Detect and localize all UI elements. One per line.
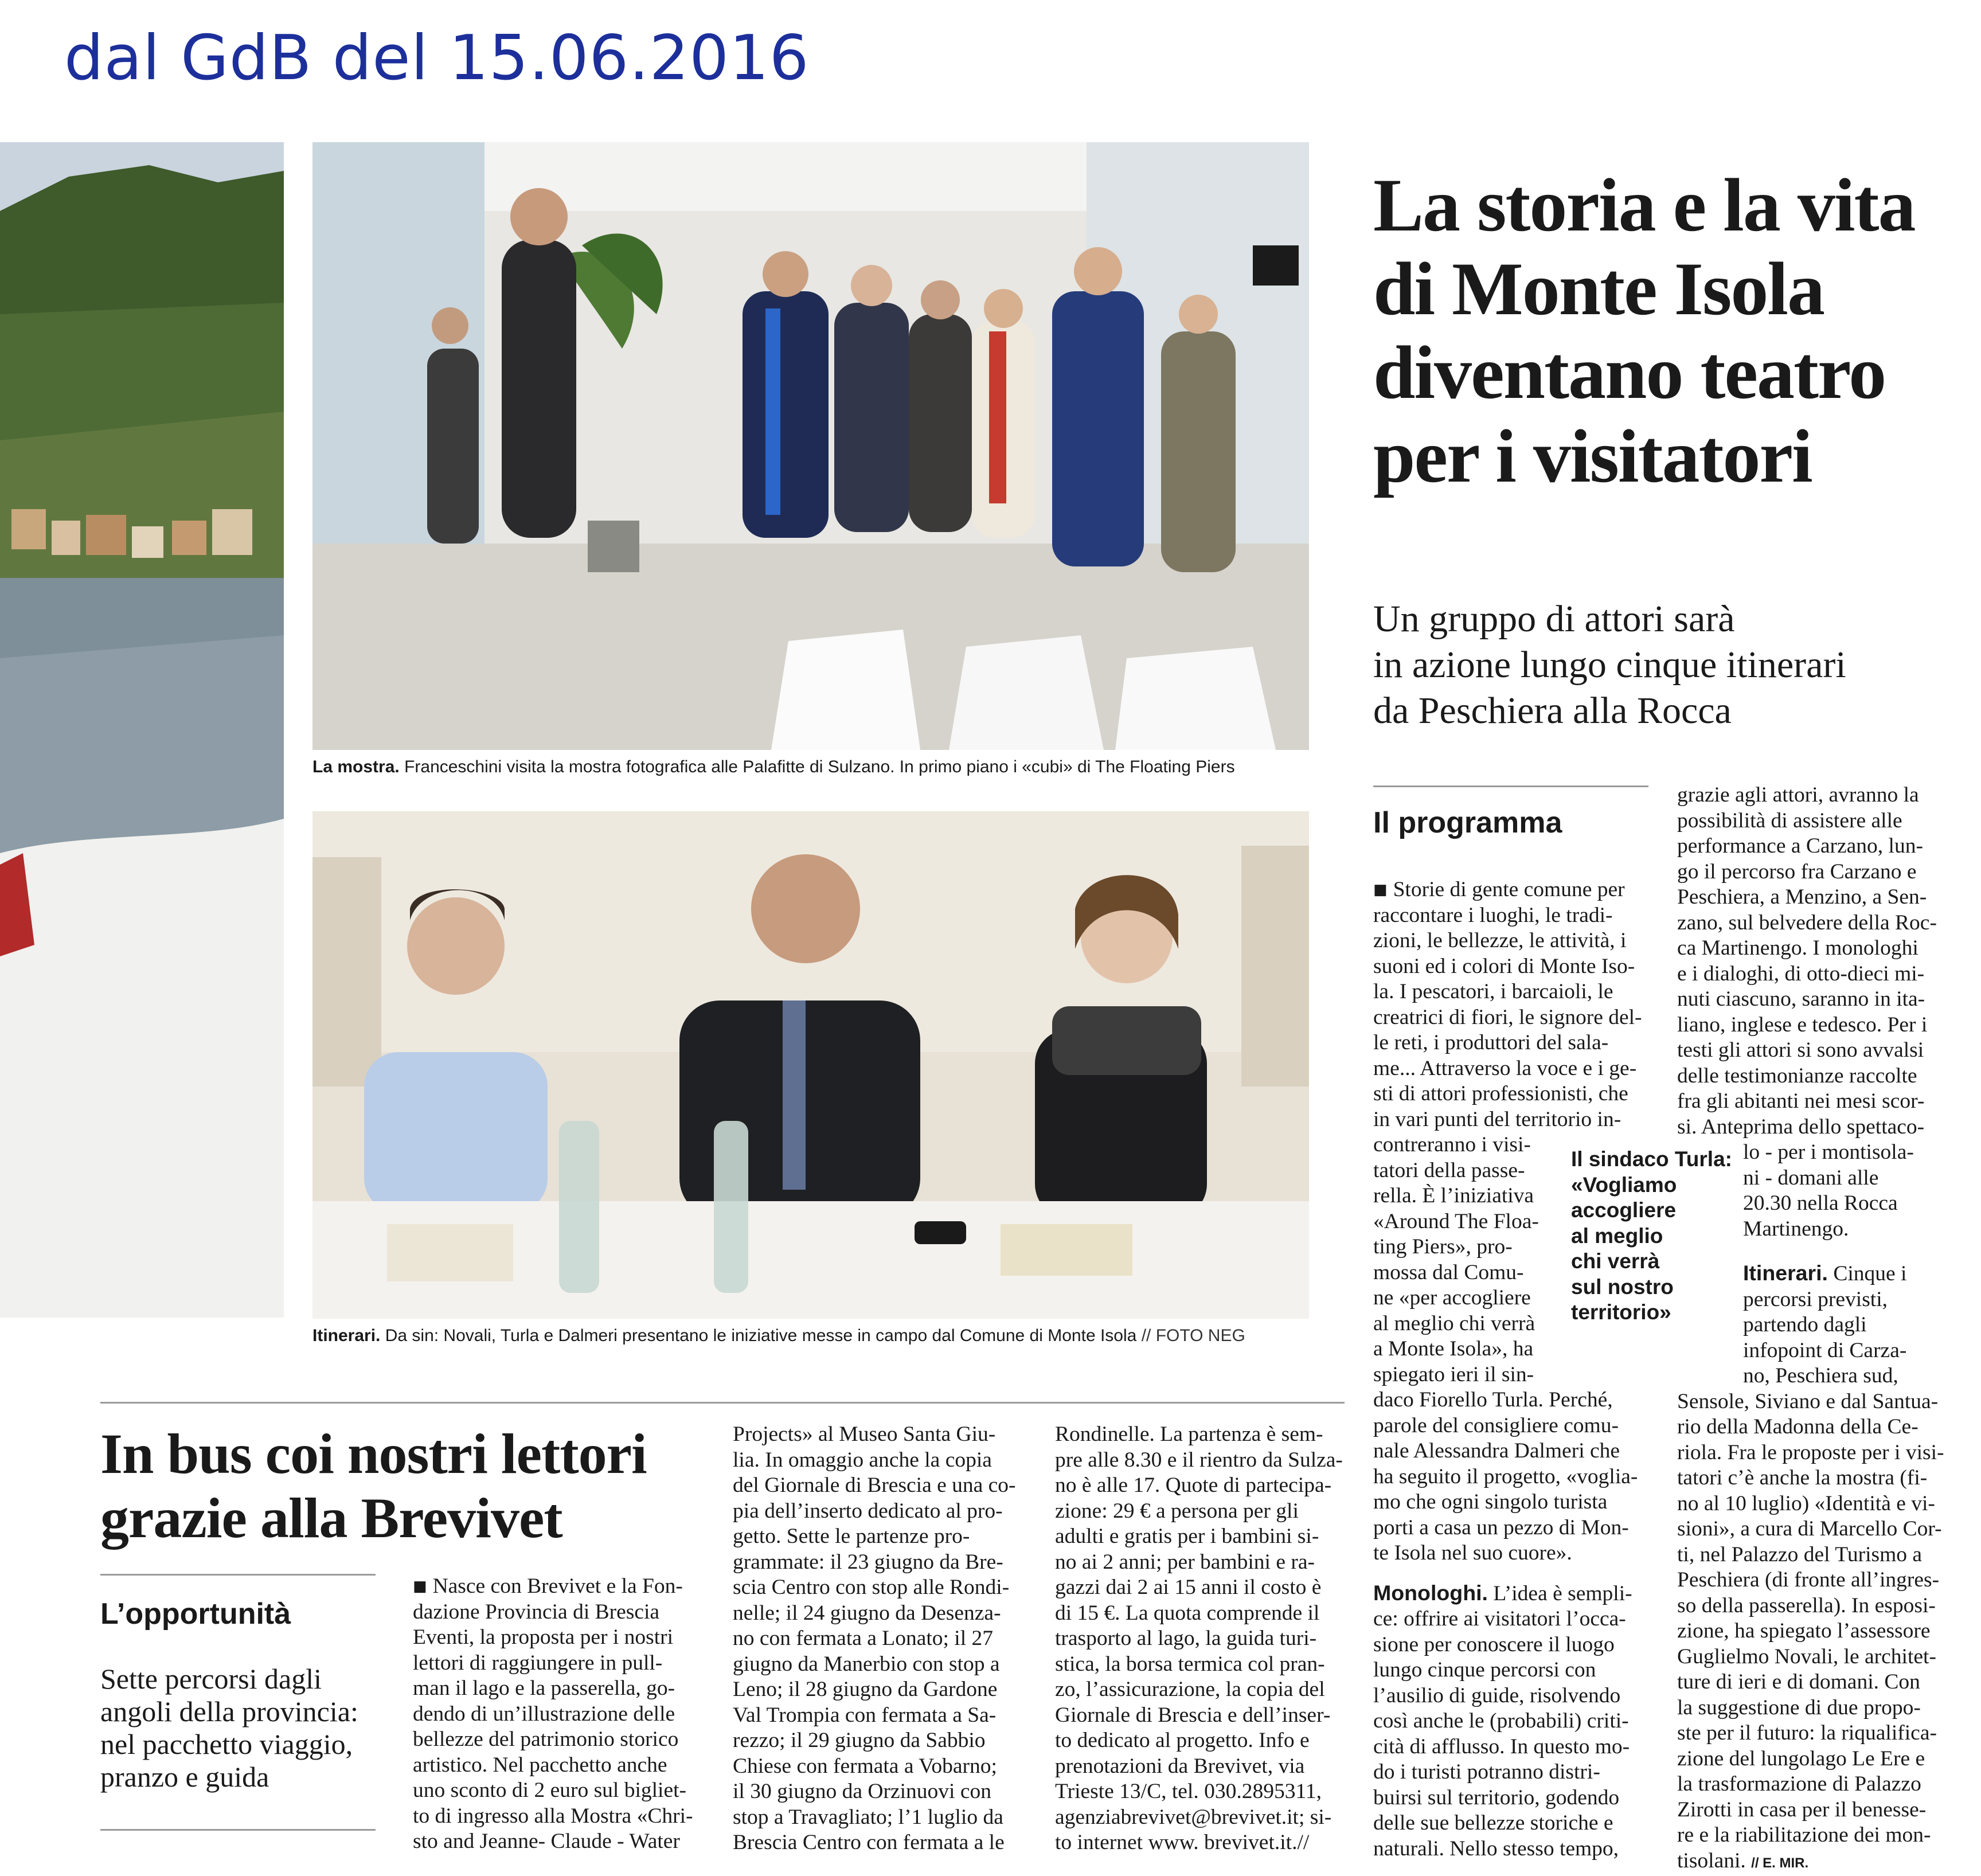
text-line: nale Alessandra Dalmeri che xyxy=(1373,1439,1647,1464)
text-line: no al 10 luglio) «Identità e vi- xyxy=(1677,1491,1959,1517)
text-line: Projects» al Museo Santa Giu- xyxy=(733,1422,1025,1448)
secondary-article-col1 xyxy=(413,1574,698,1855)
text-line: naturali. Nello stesso tempo, xyxy=(1373,1836,1647,1862)
text-line: delle sue bellezze storiche e xyxy=(1373,1811,1647,1836)
text-line: no ai 2 anni; per bambini e ra- xyxy=(1055,1550,1345,1576)
text-line: creatrici di fiori, le signore del- xyxy=(1373,1005,1647,1031)
secondary-bottom-rule xyxy=(100,1829,376,1831)
text-line: Zirotti in casa per il benesse- xyxy=(1677,1797,1959,1823)
text-line: so della passerella). In esposi- xyxy=(1677,1593,1959,1619)
text-line: il 30 giugno da Orzinuovi con xyxy=(733,1779,1025,1805)
main-headline-line: La storia e la vita xyxy=(1373,163,1970,247)
text-line: te Isola nel suo cuore». xyxy=(1373,1541,1647,1566)
text-line: nelle; il 24 giugno da Desenza- xyxy=(733,1601,1025,1627)
text-line: suoni ed i colori di Monte Iso- xyxy=(1373,954,1647,980)
text-line: artistico. Nel pacchetto anche xyxy=(413,1753,698,1779)
text-line: testi gli attori si sono avvalsi xyxy=(1677,1038,1959,1064)
text-line: prenotazioni da Brevivet, via xyxy=(1055,1754,1345,1780)
text-line: ture di ieri e di domani. Con xyxy=(1677,1670,1959,1695)
text-line: le reti, i produttori del sala- xyxy=(1373,1030,1647,1056)
secondary-subtitle xyxy=(100,1663,376,1793)
text-line: zione del lungolago Le Ere e xyxy=(1677,1746,1959,1772)
main-headline-line: di Monte Isola xyxy=(1373,247,1970,331)
text-line: cità di afflusso. In questo mo- xyxy=(1373,1734,1647,1760)
text-line: ni - domani alle xyxy=(1677,1166,1959,1191)
secondary-headline-line: In bus coi nostri lettori xyxy=(100,1422,731,1486)
text-line: porti a casa un pezzo di Mon- xyxy=(1373,1515,1647,1541)
text-line: delle testimonianze raccolte xyxy=(1677,1064,1959,1089)
bullet-icon: ■ xyxy=(413,1578,427,1595)
text-line: grammate: il 23 giugno da Bre- xyxy=(733,1550,1025,1576)
text-line: stica, la borsa termica col pran- xyxy=(1055,1652,1345,1678)
top-photo-caption-text: Franceschini visita la mostra fotografica alle Palafitte di Sulzano. In primo piano i «cubi» di The Floating Piers xyxy=(404,757,1235,776)
photo-credit: // FOTO NEG xyxy=(1142,1326,1245,1345)
text-line: rella. È l’iniziativa xyxy=(1373,1183,1647,1209)
text-line: Peschiera, a Menzino, a Sen- xyxy=(1677,885,1959,910)
text-line: ■ Nasce con Brevivet e la Fon- xyxy=(413,1574,698,1600)
text-line: fra gli abitanti nei mesi scor- xyxy=(1677,1089,1959,1115)
text-line: spiegato ieri il sin- xyxy=(1373,1362,1647,1388)
text-line: possibilità di assistere alle xyxy=(1677,808,1959,834)
text-line: grazie agli attori, avranno la xyxy=(1677,783,1959,808)
pull-quote-line: territorio» xyxy=(1571,1300,1743,1326)
text-line: lia. In omaggio anche la copia xyxy=(733,1448,1025,1474)
text-line: trasporto al lago, la guida turi- xyxy=(1055,1626,1345,1652)
opportunita-rule xyxy=(100,1574,376,1576)
text-line: nuti ciascuno, saranno in ita- xyxy=(1677,987,1959,1013)
text-line: Sensole, Siviano e dal Santua- xyxy=(1677,1389,1959,1415)
pull-quote-line: «Vogliamo xyxy=(1571,1172,1743,1198)
top-photo-caption xyxy=(312,757,1235,777)
text-line: riola. Fra le proposte per i visi- xyxy=(1677,1440,1959,1466)
secondary-subtitle-line: angoli della provincia: xyxy=(100,1695,376,1728)
text-line: raccontare i luoghi, le tradi- xyxy=(1373,903,1647,929)
text-line: rio della Madonna della Ce- xyxy=(1677,1414,1959,1440)
text-line: to dedicato al progetto. Info e xyxy=(1055,1728,1345,1754)
run-in-monologhi: Monologhi. xyxy=(1373,1581,1488,1605)
text-line: giugno da Manerbio con stop a xyxy=(733,1652,1025,1678)
text-line: pia dell’inserto dedicato al pro- xyxy=(733,1499,1025,1525)
pull-quote-line: al meglio xyxy=(1571,1224,1743,1249)
text-line: percorsi previsti, xyxy=(1677,1287,1959,1313)
section-title-opportunita: L’opportunità xyxy=(100,1597,291,1631)
text-line: do i turisti potranno distri- xyxy=(1373,1760,1647,1785)
secondary-subtitle-line: Sette percorsi dagli xyxy=(100,1663,376,1695)
run-in-itinerari: Itinerari. xyxy=(1743,1261,1828,1285)
bottom-photo-caption-text: Da sin: Novali, Turla e Dalmeri presentano le iniziative messe in campo dal Comune di Monte Isola xyxy=(385,1326,1137,1345)
secondary-headline-line: grazie alla Brevivet xyxy=(100,1486,731,1550)
text-line: ting Piers», pro- xyxy=(1373,1234,1647,1260)
source-caption: dal GdB del 15.06.2016 xyxy=(64,28,809,89)
main-subtitle-line: da Peschiera alla Rocca xyxy=(1373,688,1970,734)
text-line: ca Martinengo. I monologhi xyxy=(1677,936,1959,962)
text-line: a Monte Isola», ha xyxy=(1373,1336,1647,1362)
main-headline-line: diventano teatro xyxy=(1373,331,1970,415)
text-line: e i dialoghi, di otto-dieci mi- xyxy=(1677,962,1959,987)
text-line: no, Peschiera sud, xyxy=(1677,1363,1959,1389)
text-line: Val Trompia con fermata a Sa- xyxy=(733,1703,1025,1729)
text-line: agenziabrevivet@brevivet.it; si- xyxy=(1055,1805,1345,1831)
text-line: tisolani. // E. MIR. xyxy=(1677,1848,1959,1876)
text-line: in vari punti del territorio in- xyxy=(1373,1107,1647,1133)
main-headline xyxy=(1373,163,1970,498)
main-subtitle-line: in azione lungo cinque itinerari xyxy=(1373,642,1970,688)
text-line: Eventi, la proposta per i nostri xyxy=(413,1625,698,1651)
text-line: così anche le (probabili) criti- xyxy=(1373,1709,1647,1734)
text-line: Rondinelle. La partenza è sem- xyxy=(1055,1422,1345,1448)
text-line: contreranno i visi- xyxy=(1373,1132,1647,1158)
text-line: ■ Storie di gente comune per xyxy=(1373,877,1647,903)
text-line: me... Attraverso la voce e i ge- xyxy=(1373,1056,1647,1082)
text-line: al meglio chi verrà xyxy=(1373,1311,1647,1337)
text-line: si. Anteprima dello spettaco- xyxy=(1677,1115,1959,1140)
text-line: getto. Sette le partenze pro- xyxy=(733,1524,1025,1550)
top-photo-caption-label: La mostra. xyxy=(312,757,400,776)
text-line: Trieste 13/C, tel. 030.2895311, xyxy=(1055,1779,1345,1805)
text-line: rezzo; il 29 giugno da Sabbio xyxy=(733,1728,1025,1754)
author-signature: // E. MIR. xyxy=(1751,1855,1808,1871)
secondary-article-col2 xyxy=(733,1422,1025,1856)
text-line: mo che ogni singolo turista xyxy=(1373,1490,1647,1515)
text-line: performance a Carzano, lun- xyxy=(1677,834,1959,859)
text-line: go il percorso fra Carzano e xyxy=(1677,859,1959,885)
text-line: la. I pescatori, i barcaioli, le xyxy=(1373,979,1647,1005)
text-line: liano, inglese e tedesco. Per i xyxy=(1677,1013,1959,1038)
text-line: buirsi sul territorio, godendo xyxy=(1373,1785,1647,1811)
text-line: ha seguito il progetto, «voglia- xyxy=(1373,1464,1647,1490)
text-line: sti di attori professionisti, che xyxy=(1373,1081,1647,1107)
text-line: scia Centro con stop alle Rondi- xyxy=(733,1575,1025,1601)
text-line: adulti e gratis per i bambini si- xyxy=(1055,1524,1345,1550)
main-subtitle-line: Un gruppo di attori sarà xyxy=(1373,596,1970,642)
text-line: Martinengo. xyxy=(1677,1217,1959,1242)
text-line: Itinerari. Cinque i xyxy=(1677,1260,1959,1287)
text-line: to internet www. brevivet.it.// xyxy=(1055,1830,1345,1856)
secondary-top-rule xyxy=(100,1402,1345,1404)
text-line: Brescia Centro con fermata a le xyxy=(733,1830,1025,1856)
text-line: parole del consigliere comu- xyxy=(1373,1413,1647,1439)
text-line: man il lago e la passerella, go- xyxy=(413,1676,698,1702)
text-line: Giornale di Brescia e dell’inser- xyxy=(1055,1703,1345,1729)
text-line: dendo di un’illustrazione delle xyxy=(413,1702,698,1728)
text-line: sioni», a cura di Marcello Cor- xyxy=(1677,1517,1959,1542)
text-line: Leno; il 28 giugno da Gardone xyxy=(733,1677,1025,1703)
text-line: ne «per accogliere xyxy=(1373,1285,1647,1311)
text-line: Guglielmo Novali, le architet- xyxy=(1677,1644,1959,1670)
main-subtitle xyxy=(1373,596,1970,734)
main-article-col2 xyxy=(1677,783,1959,1876)
main-headline-line: per i visitatori xyxy=(1373,415,1970,498)
text-line: 20.30 nella Rocca xyxy=(1677,1191,1959,1217)
bullet-icon: ■ xyxy=(1373,881,1388,898)
bottom-photo-caption-label: Itinerari. xyxy=(312,1326,380,1345)
text-line: ce: offrire ai visitatori l’occa- xyxy=(1373,1607,1647,1632)
text-line: sto and Jeanne- Claude - Water xyxy=(413,1829,698,1855)
text-line: daco Fiorello Turla. Perché, xyxy=(1373,1388,1647,1413)
lake-photo xyxy=(0,142,284,1318)
text-line: l’ausilio di guide, risolvendo xyxy=(1373,1683,1647,1709)
text-line: zione, ha spiegato l’assessore xyxy=(1677,1619,1959,1644)
text-line: zioni, le bellezze, le attività, i xyxy=(1373,928,1647,954)
text-line: no con fermata a Lonato; il 27 xyxy=(733,1626,1025,1652)
text-line: re e la riabilitazione dei mon- xyxy=(1677,1823,1959,1848)
text-line: di 15 €. La quota comprende il xyxy=(1055,1601,1345,1627)
text-line: sione per conoscere il luogo xyxy=(1373,1632,1647,1658)
text-line: «Around The Floa- xyxy=(1373,1209,1647,1235)
section-title-programma: Il programma xyxy=(1373,806,1562,840)
text-line: la trasformazione di Palazzo xyxy=(1677,1772,1959,1797)
pull-quote-line: accogliere xyxy=(1571,1198,1743,1224)
text-line: uno sconto di 2 euro sul bigliet- xyxy=(413,1778,698,1804)
secondary-headline xyxy=(100,1422,731,1550)
bottom-photo-caption xyxy=(312,1326,1245,1346)
text-line: stop a Travagliato; l’1 luglio da xyxy=(733,1805,1025,1831)
pull-quote-line: sul nostro xyxy=(1571,1275,1743,1300)
text-line: Chiese con fermata a Vobarno; xyxy=(733,1754,1025,1780)
secondary-subtitle-line: pranzo e guida xyxy=(100,1761,376,1793)
text-line: gazzi dai 2 ai 15 anni il costo è xyxy=(1055,1575,1345,1601)
text-line: zione: 29 € a persona per gli xyxy=(1055,1499,1345,1525)
text-line: dazione Provincia di Brescia xyxy=(413,1600,698,1625)
text-line: ste per il futuro: la riqualifica- xyxy=(1677,1721,1959,1746)
text-line: tatori della passe- xyxy=(1373,1158,1647,1184)
text-line: Monologhi. L’idea è sempli- xyxy=(1373,1580,1647,1607)
text-line: to di ingresso alla Mostra «Chri- xyxy=(413,1804,698,1830)
secondary-subtitle-line: nel pacchetto viaggio, xyxy=(100,1728,376,1761)
text-line: lo - per i montisola- xyxy=(1677,1140,1959,1166)
pull-quote-line: chi verrà xyxy=(1571,1249,1743,1275)
text-line: zo, l’assicurazione, la copia del xyxy=(1055,1677,1345,1703)
text-line: lungo cinque percorsi con xyxy=(1373,1658,1647,1683)
text-line: bellezze del patrimonio storico xyxy=(413,1727,698,1753)
pull-quote-line: Il sindaco Turla: xyxy=(1571,1147,1743,1172)
text-line: partendo dagli xyxy=(1677,1312,1959,1338)
presentation-photo xyxy=(312,811,1309,1319)
section-rule xyxy=(1373,785,1648,787)
text-line: zano, sul belvedere della Roc- xyxy=(1677,910,1959,936)
text-line: pre alle 8.30 e il rientro da Sulza- xyxy=(1055,1448,1345,1474)
text-line: mossa dal Comu- xyxy=(1373,1260,1647,1286)
text-line: del Giornale di Brescia e una co- xyxy=(733,1473,1025,1499)
secondary-article-col3 xyxy=(1055,1422,1345,1856)
main-article-col1 xyxy=(1373,877,1647,1862)
text-line: no è alle 17. Quote di partecipa- xyxy=(1055,1473,1345,1499)
exhibition-photo xyxy=(312,142,1309,750)
text-line: infopoint di Carza- xyxy=(1677,1338,1959,1364)
text-line: Peschiera (di fronte all’ingres- xyxy=(1677,1568,1959,1593)
text-line: tatori c’è anche la mostra (fi- xyxy=(1677,1465,1959,1491)
text-line: lettori di raggiungere in pull- xyxy=(413,1651,698,1676)
text-line: ti, nel Palazzo del Turismo a xyxy=(1677,1542,1959,1568)
text-line: la suggestione di due propo- xyxy=(1677,1695,1959,1721)
